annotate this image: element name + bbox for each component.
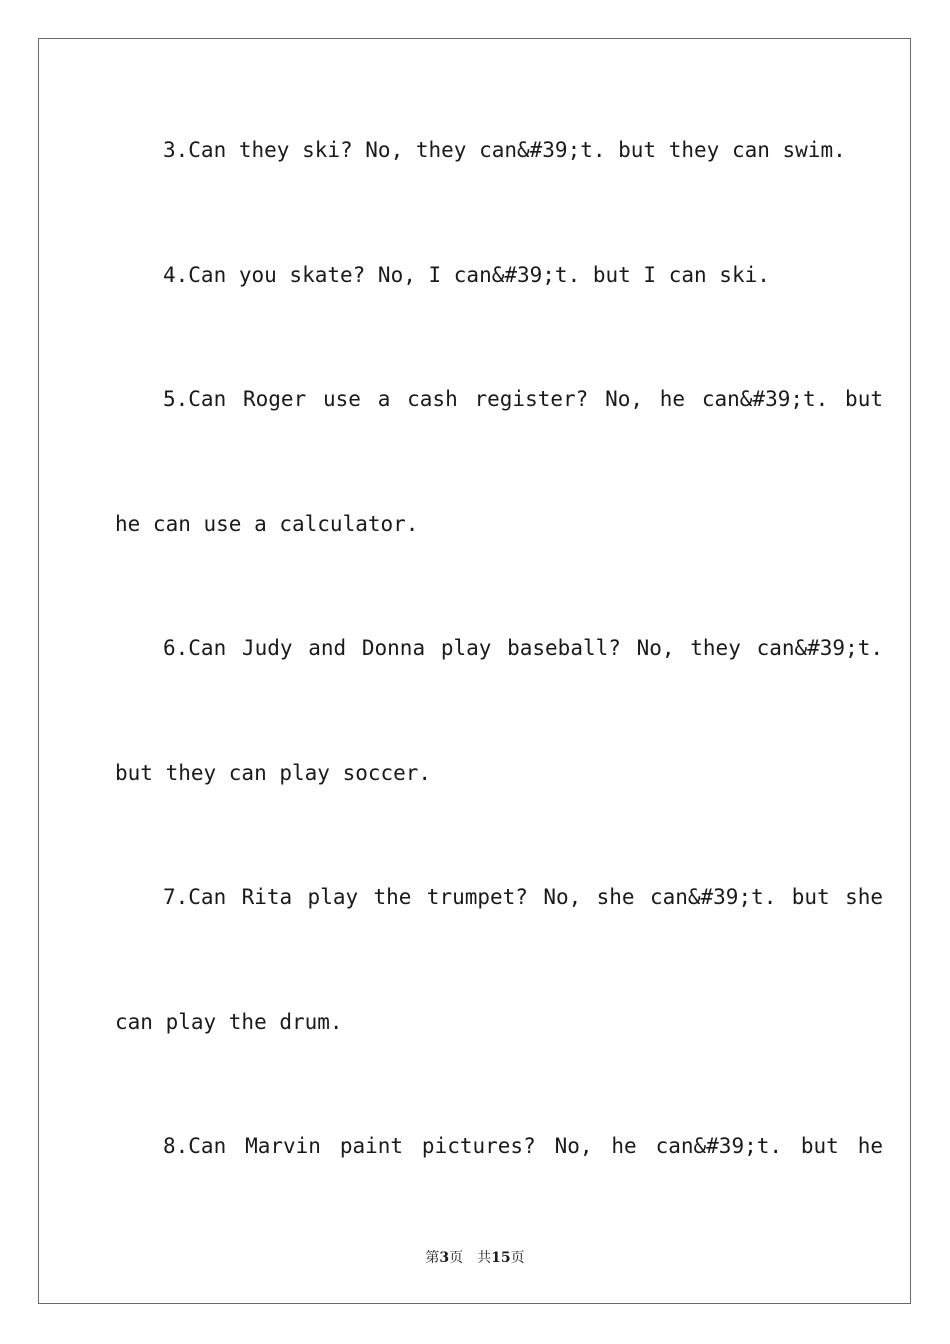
paragraph-4: 4.Can you skate? No, I can&#39;t. but I can ski. [163, 263, 770, 287]
paragraph-6-line-1: 6.Can Judy and Donna play baseball? No, they can&#39;t. [163, 636, 883, 660]
paragraph-6-line-2: but they can play soccer. [115, 761, 432, 785]
paragraph-3: 3.Can they ski? No, they can&#39;t. but they can swim. [163, 138, 846, 162]
paragraph-7-line-2: can play the drum. [115, 1010, 343, 1034]
footer-current-page: 3 [439, 1250, 450, 1266]
paragraph-5-line-1: 5.Can Roger use a cash register? No, he can&#39;t. but [163, 387, 883, 411]
footer-total-prefix: 共 [477, 1250, 492, 1266]
paragraph-8-line-1: 8.Can Marvin paint pictures? No, he can&#39;t. but he [163, 1134, 883, 1158]
footer-total-suffix: 页 [510, 1250, 525, 1266]
page-footer [0, 1247, 950, 1267]
footer-prefix: 第 [425, 1250, 440, 1266]
page-border [38, 38, 911, 1304]
paragraph-7-line-1: 7.Can Rita play the trumpet? No, she can&#39;t. but she [163, 885, 883, 909]
footer-total-pages: 15 [491, 1250, 511, 1266]
footer-page-suffix: 页 [449, 1250, 464, 1266]
paragraph-5-line-2: he can use a calculator. [115, 512, 419, 536]
